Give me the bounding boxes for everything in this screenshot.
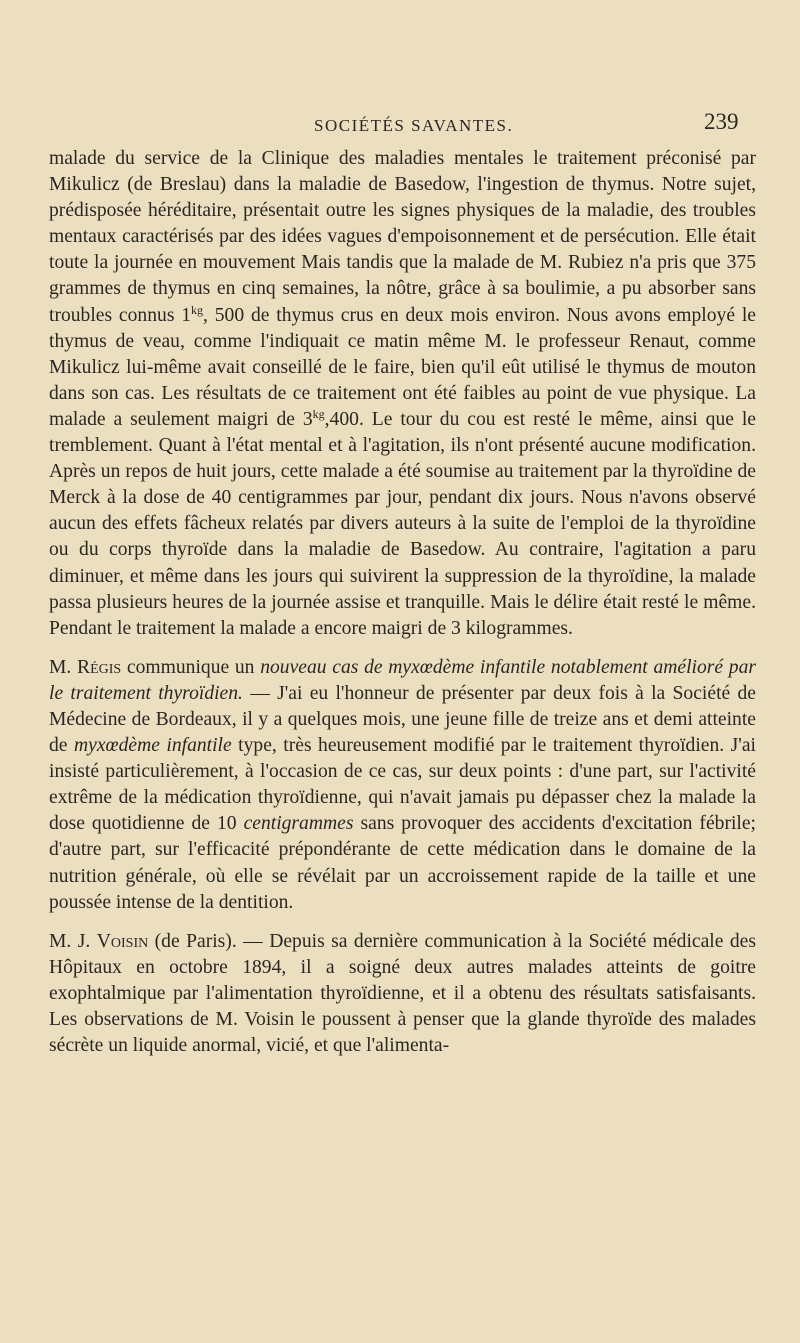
unit-superscript: kg <box>312 406 325 421</box>
paragraph-2-text-b: type, très heureusement modifié par le traitement thyroïdien. J'ai insisté particulièrement, à l'occasion de ce cas, sur deux points : d'une part, sur l'activité extrême de la médication thyroïdienne, qui n'avait jamais pu dépasser chez la malade la dose quotidienne de 10 <box>49 735 756 835</box>
running-head: SOCIÉTÉS SAVANTES. <box>314 116 514 135</box>
page-number: 239 <box>704 109 739 134</box>
italic-unit: centigrammes <box>243 813 354 835</box>
paragraph-1-text-c: ,400. Le tour du cou est resté le même, ainsi que le tremblement. Quant à l'état mental et à l'agitation, ils n'ont présenté aucune modification. Après un repos de huit jours, cette malade a été soumise au traitement par la thyroïdine de Merck à la dose de 40 centigrammes par jour, pendant dix jours. Nous n'avons observé aucun des effets fâcheux relatés par divers auteurs à la suite de l'emploi de la thyroïdine ou du corps thyroïde dans la maladie de Basedow. Au contraire, l'agitation a paru diminuer, et même dans les jours qui suivirent la suppression de la thyroïdine, la malade passa plusieurs heures de la journée assise et tranquille. Mais le délire était resté le même. Pendant le traitement la malade a encore maigri de 3 kilogrammes. <box>49 408 756 639</box>
speaker-name: Voisin <box>96 930 149 952</box>
paragraph-2-text-a: — J'ai eu l'honneur de présenter par deux fois à la Société de Médecine de Bordeaux, il y a quelques mois, une jeune fille de treize ans et demi atteinte de <box>49 682 756 757</box>
italic-term: myxœdème infantile <box>73 735 232 757</box>
speaker-name: Régis <box>77 656 122 678</box>
paragraph-3-text: (de Paris). — Depuis sa dernière communication à la Société médicale des Hôpitaux en octobre 1894, il a soigné deux autres malades atteints de goitre exophtalmique par l'alimentation thyroïdienne, et il a obtenu des résultats satisfaisants. Les observations de M. Voisin le poussent à penser que la glande thyroïde des malades sécrète un liquide anormal, vicié, et que l'alimenta- <box>49 930 756 1057</box>
paragraph-voisin-communication <box>49 929 756 1059</box>
paragraph-2-verb: communique un <box>121 656 261 678</box>
paragraph-2-text-c: sans provoquer des accidents d'excitation fébrile; d'autre part, sur l'efficacité prépondérante de cette médication dans le domaine de la nutrition générale, où elle se révélait par un accroissement rapide de la taille et une poussée intense de la dentition. <box>49 813 756 913</box>
unit-superscript: kg <box>191 302 204 317</box>
speaker-prefix: M. <box>49 656 78 678</box>
paragraph-thymus-treatment <box>49 146 756 642</box>
body-text <box>49 146 756 1059</box>
paragraph-1-text-a: malade du service de la Clinique des maladies mentales le traitement préconisé par Mikulicz (de Breslau) dans la maladie de Basedow, l'ingestion de thymus. Notre sujet, prédisposée héréditaire, présentait outre les signes physiques de la maladie, des troubles mentaux caractérisés par des idées vagues d'empoisonnement et de persécution. Elle était toute la journée en mouvement Mais tandis que la malade de M. Rubiez n'a pris que 375 grammes de thymus en cinq semaines, la nôtre, grâce à sa boulimie, a pu absorber sans troubles connus 1 <box>49 148 756 326</box>
communication-title: nouveau cas de myxœdème infantile notablement amélioré par le traitement thyroïdien. <box>49 656 757 704</box>
paragraph-1-text-b: , 500 de thymus crus en deux mois environ. Nous avons employé le thymus de veau, comme l'indiquait ce matin même M. le professeur Renaut, comme Mikulicz lui-même avait conseillé de le faire, bien qu'il eût utilisé le thymus de mouton dans son cas. Les résultats de ce traitement ont été faibles au point de vue physique. La malade a seulement maigri de 3 <box>49 304 756 430</box>
speaker-prefix: M. J. <box>49 930 97 952</box>
page-header <box>0 110 800 140</box>
paragraph-regis-communication <box>49 655 756 916</box>
